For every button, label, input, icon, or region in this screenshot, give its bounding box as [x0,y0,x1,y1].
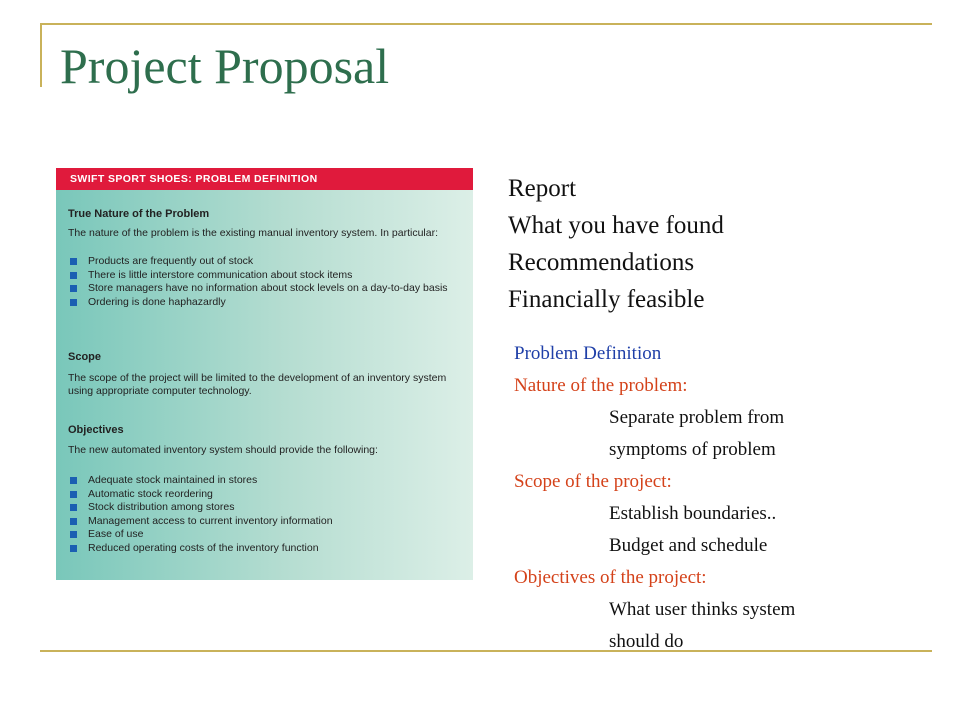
problem-definition-figure [56,168,473,580]
list-item [68,255,463,269]
nature-line: Separate problem from [609,407,785,428]
objectives-line: What user thinks system [609,599,796,620]
details-heading: Problem Definition [514,343,662,364]
problem-definition-details [514,338,795,658]
list-item-text: Ease of use [88,528,144,540]
square-bullet-icon [70,518,77,525]
scope-line: Budget and schedule [609,535,768,556]
square-bullet-icon [70,285,77,292]
list-item [68,296,463,310]
slide-title: Project Proposal [60,38,390,94]
list-item [68,474,463,488]
summary-list [508,170,724,318]
list-item [68,501,463,515]
list-item-text: Management access to current inventory information [88,514,333,527]
square-bullet-icon [70,531,77,538]
scope-line: Establish boundaries.. [609,503,777,524]
list-item [68,488,463,502]
figure-section2-heading: Scope [68,351,102,363]
square-bullet-icon [70,299,77,306]
objectives-line: should do [609,631,684,652]
figure-section3-list [68,474,463,555]
nature-label: Nature of the problem: [514,375,688,396]
list-item-text: Ordering is done haphazardly [88,295,226,308]
list-item [68,282,463,296]
list-item-text: Reduced operating costs of the inventory function [88,541,319,554]
figure-banner: SWIFT SPORT SHOES: PROBLEM DEFINITION [56,168,473,190]
list-item-text: There is little interstore communication about stock items [88,268,353,281]
figure-section2-text: The scope of the project will be limited to the development of an inventory system using appropriate computer technology. [68,372,447,397]
list-item-text: Adequate stock maintained in stores [88,474,258,486]
summary-item-feasibility: Financially feasible [508,286,705,313]
figure-section3-heading: Objectives [68,424,124,436]
nature-line: symptoms of problem [609,439,776,460]
figure-section1-heading: True Nature of the Problem [68,208,210,220]
square-bullet-icon [70,272,77,279]
list-item-text: Products are frequently out of stock [88,255,254,267]
square-bullet-icon [70,491,77,498]
bottom-rule [40,650,932,652]
square-bullet-icon [70,258,77,265]
figure-section3-text: The new automated inventory system should provide the following: [68,444,378,456]
summary-item-recommendations: Recommendations [508,249,695,276]
square-bullet-icon [70,545,77,552]
square-bullet-icon [70,477,77,484]
summary-item-report: Report [508,175,577,202]
list-item-text: Automatic stock reordering [88,487,213,500]
list-item [68,269,463,283]
list-item-text: Stock distribution among stores [88,501,235,513]
list-item [68,515,463,529]
top-rule [40,23,932,25]
objectives-label: Objectives of the project: [514,567,707,588]
list-item-text: Store managers have no information about stock levels on a day-to-day basis [88,282,448,294]
square-bullet-icon [70,504,77,511]
figure-section1-list [68,255,463,309]
left-rule [40,23,42,87]
list-item [68,528,463,542]
scope-label: Scope of the project: [514,471,672,492]
summary-item-findings: What you have found [508,212,724,239]
figure-section1-text: The nature of the problem is the existing manual inventory system. In particular: [68,227,439,239]
list-item [68,542,463,556]
